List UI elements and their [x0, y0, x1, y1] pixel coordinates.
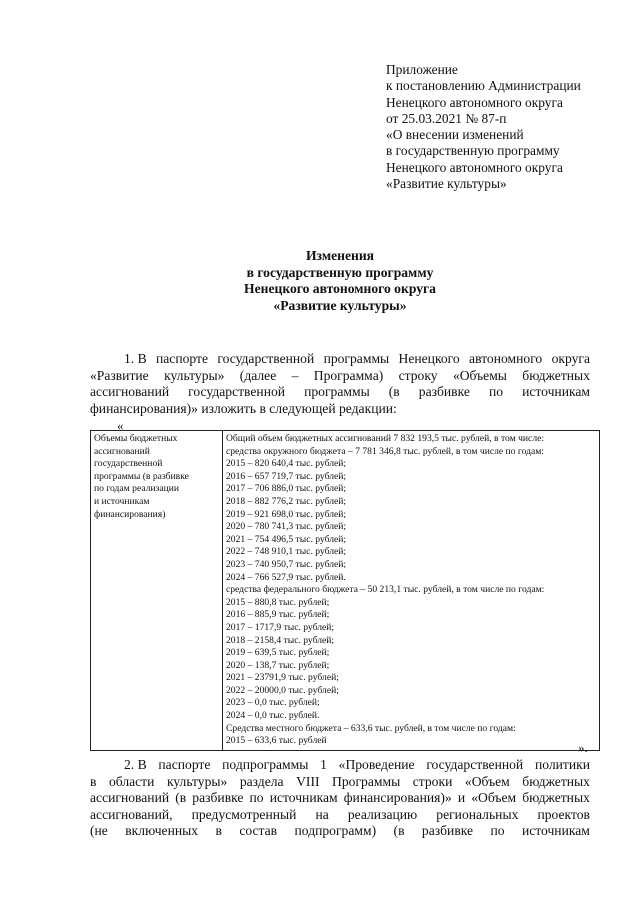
value-line: 2017 – 1717,9 тыс. рублей; [226, 621, 335, 633]
appendix-line: к постановлению Администрации [386, 78, 581, 94]
value-line: 2024 – 0,0 тыс. рублей. [226, 710, 320, 722]
value-line: 2017 – 706 886,0 тыс. рублей; [226, 483, 347, 495]
value-line: 2020 – 780 741,3 тыс. рублей; [226, 521, 347, 533]
opening-quote: « [117, 418, 124, 433]
paragraph-line: в области культуры» раздела VIII Программы строки «Объем бюджетных [90, 773, 590, 789]
value-line: 2021 – 754 496,5 тыс. рублей; [226, 533, 347, 545]
label-line: финансирования) [94, 508, 166, 520]
paragraph-2 [90, 757, 590, 840]
appendix-line: от 25.03.2021 № 87-п [386, 110, 507, 126]
table-row [91, 431, 600, 751]
title-line: в государственную программу [246, 264, 434, 280]
value-line: 2018 – 882 776,2 тыс. рублей; [226, 495, 347, 507]
value-line: 2015 – 820 640,4 тыс. рублей; [226, 458, 347, 470]
value-line: средства федерального бюджета – 50 213,1 тыс. рублей, в том числе по годам: [226, 584, 545, 596]
title-line: «Развитие культуры» [273, 297, 407, 313]
value-line: 2023 – 740 950,7 тыс. рублей; [226, 558, 347, 570]
value-line: 2016 – 885,9 тыс. рублей; [226, 609, 330, 621]
appendix-line: «Развитие культуры» [386, 176, 507, 192]
value-line: 2015 – 880,8 тыс. рублей; [226, 596, 330, 608]
appendix-line: в государственную программу [386, 143, 560, 159]
appendix-line: «О внесении изменений [386, 127, 524, 143]
paragraph-line: ассигнований (в разбивке по источникам финансирования)» и «Объем бюджетных [90, 790, 590, 806]
value-line: 2016 – 657 719,7 тыс. рублей; [226, 470, 347, 482]
value-line: 2024 – 766 527,9 тыс. рублей. [226, 571, 346, 583]
paragraph-line: ассигнований, предусмотренный на реализацию региональных проектов [90, 806, 590, 822]
label-line: и источникам [94, 495, 150, 507]
paragraph-line: 2. В паспорте подпрограммы 1 «Проведение государственной политики [124, 757, 590, 772]
value-line: 2020 – 138,7 тыс. рублей; [226, 659, 330, 671]
value-line: 2023 – 0,0 тыс. рублей; [226, 697, 320, 709]
value-line: 2015 – 633,6 тыс. рублей [226, 735, 327, 747]
value-line: 2021 – 23791,9 тыс. рублей; [226, 672, 339, 684]
value-line: 2018 – 2158,4 тыс. рублей; [226, 634, 335, 646]
value-line: 2019 – 921 698,0 тыс. рублей; [226, 508, 347, 520]
label-line: ассигнований [94, 445, 150, 457]
document-title [90, 248, 590, 314]
paragraph-line: 1. В паспорте государственной программы Ненецкого автономного округа [124, 351, 590, 366]
value-line: Средства местного бюджета – 633,6 тыс. рублей, в том числе по годам: [226, 722, 516, 734]
appendix-line: Ненецкого автономного округа [386, 94, 563, 110]
budget-table [90, 430, 600, 751]
closing-quote: ». [578, 740, 588, 755]
row-value-cell [223, 431, 600, 751]
value-line: Общий объем бюджетных ассигнований 7 832 193,5 тыс. рублей, в том числе: [226, 433, 545, 444]
value-line: 2022 – 20000,0 тыс. рублей; [226, 684, 339, 696]
label-line: по годам реализации [94, 483, 180, 495]
paragraph-line: «Развитие культуры» (далее – Программа) строку «Объемы бюджетных [90, 367, 590, 383]
title-line: Ненецкого автономного округа [244, 281, 436, 297]
paragraph-line: финансирования)» изложить в следующей редакции: [90, 400, 397, 416]
row-label-cell [91, 431, 223, 751]
paragraph-1 [90, 351, 590, 417]
paragraph-line: ассигнований государственной программы (в разбивке по источникам [90, 384, 590, 400]
label-line: программы (в разбивке [94, 470, 189, 482]
paragraph-line: (не включенных в состав подпрограмм) (в разбивке по источникам [90, 823, 590, 839]
appendix-block [386, 62, 631, 192]
appendix-line: Приложение [386, 62, 458, 77]
value-line: 2022 – 748 910,1 тыс. рублей; [226, 546, 347, 558]
label-line: государственной [94, 458, 163, 470]
label-line: Объемы бюджетных [94, 433, 178, 444]
appendix-line: Ненецкого автономного округа [386, 159, 563, 175]
value-line: 2019 – 639,5 тыс. рублей; [226, 647, 330, 659]
value-line: средства окружного бюджета – 7 781 346,8 тыс. рублей, в том числе по годам: [226, 445, 544, 457]
title-line: Изменения [305, 248, 375, 263]
